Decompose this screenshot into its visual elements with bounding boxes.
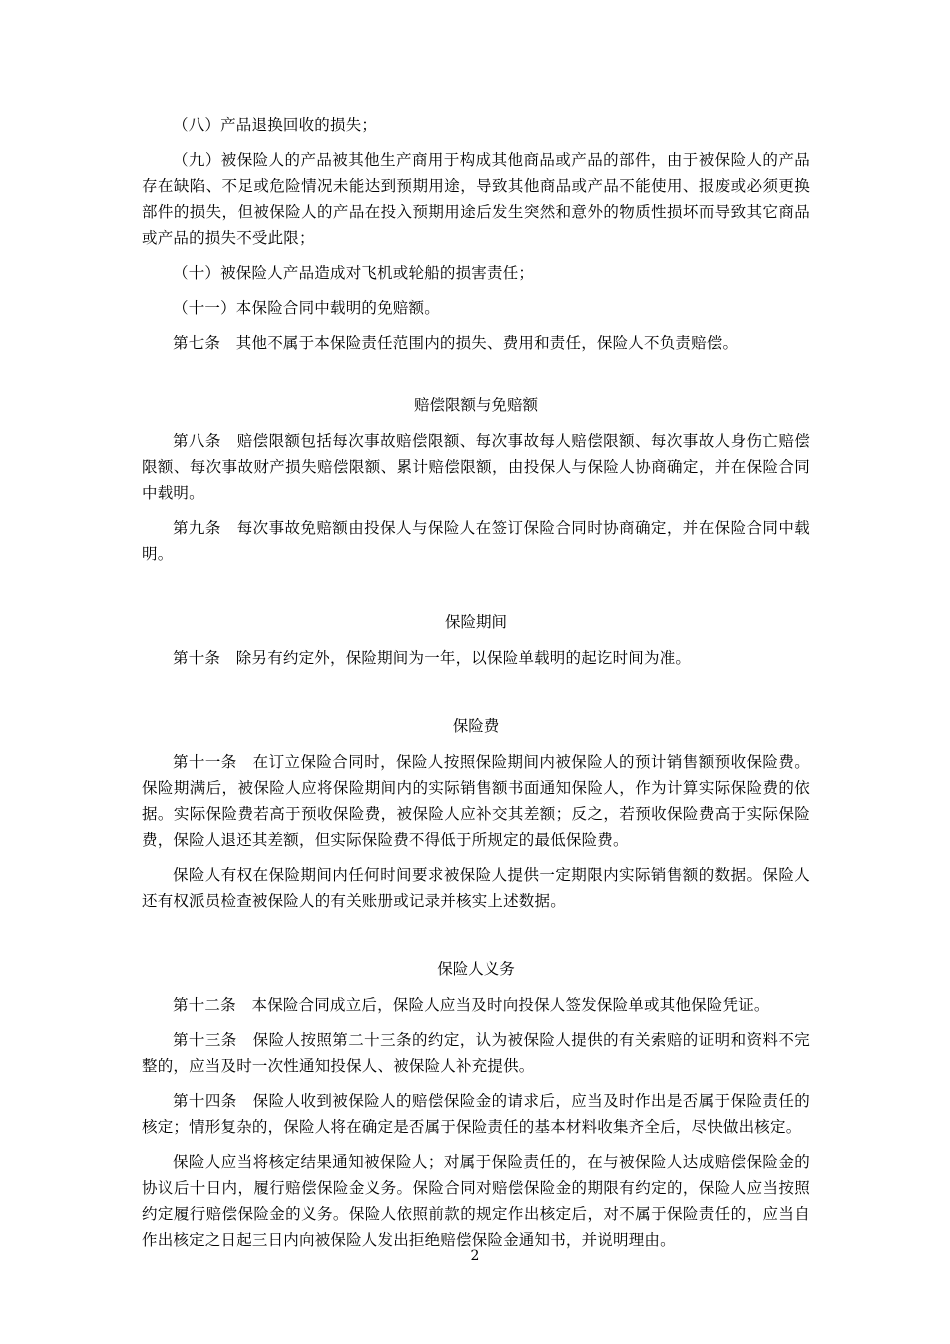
article-10: 第十条 除另有约定外，保险期间为一年，以保险单载明的起讫时间为准。 [173, 649, 692, 667]
article-14: 第十四条 保险人收到被保险人的赔偿保险金的请求后，应当及时作出是否属于保险责任的核定；情形复杂的，保险人将在确定是否属于保险责任的基本材料收集齐全后，尽快做出核定。 [142, 1092, 810, 1136]
document-body [142, 112, 810, 1262]
article-13: 第十三条 保险人按照第二十三条的约定，认为被保险人提供的有关索赔的证明和资料不完整的，应当及时一次性通知投保人、被保险人补充提供。 [142, 1031, 810, 1075]
clause-item-9: （九）被保险人的产品被其他生产商用于构成其他商品或产品的部件，由于被保险人的产品存在缺陷、不足或危险情况未能达到预期用途，导致其他商品或产品不能使用、报废或必须更换部件的损失，但被保险人的产品在投入预期用途后发生突然和意外的物质性损坏而导致其它商品或产品的损失不受此限； [142, 151, 810, 247]
clause-item-11: （十一）本保险合同中载明的免赔额。 [173, 299, 440, 317]
clause-item-8: （八）产品退换回收的损失； [173, 116, 378, 134]
section-heading-limits: 赔偿限额与免赔额 [413, 396, 538, 414]
section-heading-premium: 保险费 [452, 717, 500, 735]
page-number: 2 [470, 1248, 480, 1264]
article-11: 第十一条 在订立保险合同时，保险人按照保险期间内被保险人的预计销售额预收保险费。保险期满后，被保险人应将保险期间内的实际销售额书面通知保险人，作为计算实际保险费的依据。实际保险费若高于预收保险费，被保险人应补交其差额；反之，若预收保险费高于实际保险费，保险人退还其差额，但实际保险费不得低于所规定的最低保险费。 [142, 753, 810, 849]
clause-item-10: （十）被保险人产品造成对飞机或轮船的损害责任； [173, 264, 535, 282]
article-14-para-2: 保险人应当将核定结果通知被保险人；对属于保险责任的，在与被保险人达成赔偿保险金的协议后十日内，履行赔偿保险金义务。保险合同对赔偿保险金的期限有约定的，保险人应当按照约定履行赔偿保险金的义务。保险人依照前款的规定作出核定后，对不属于保险责任的，应当自作出核定之日起三日内向被保险人发出拒绝赔偿保险金通知书，并说明理由。 [142, 1153, 810, 1249]
section-heading-insurer-obligations: 保险人义务 [437, 960, 515, 978]
article-12: 第十二条 本保险合同成立后，保险人应当及时向投保人签发保险单或其他保险凭证。 [173, 996, 770, 1014]
article-7: 第七条 其他不属于本保险责任范围内的损失、费用和责任，保险人不负责赔偿。 [173, 334, 739, 352]
article-11-para-2: 保险人有权在保险期间内任何时间要求被保险人提供一定期限内实际销售额的数据。保险人还有权派员检查被保险人的有关账册或记录并核实上述数据。 [142, 866, 810, 910]
article-9: 第九条 每次事故免赔额由投保人与保险人在签订保险合同时协商确定，并在保险合同中载明。 [142, 519, 810, 563]
article-8: 第八条 赔偿限额包括每次事故赔偿限额、每次事故每人赔偿限额、每次事故人身伤亡赔偿限额、每次事故财产损失赔偿限额、累计赔偿限额，由投保人与保险人协商确定，并在保险合同中载明。 [142, 432, 810, 502]
section-heading-period: 保险期间 [444, 613, 507, 631]
